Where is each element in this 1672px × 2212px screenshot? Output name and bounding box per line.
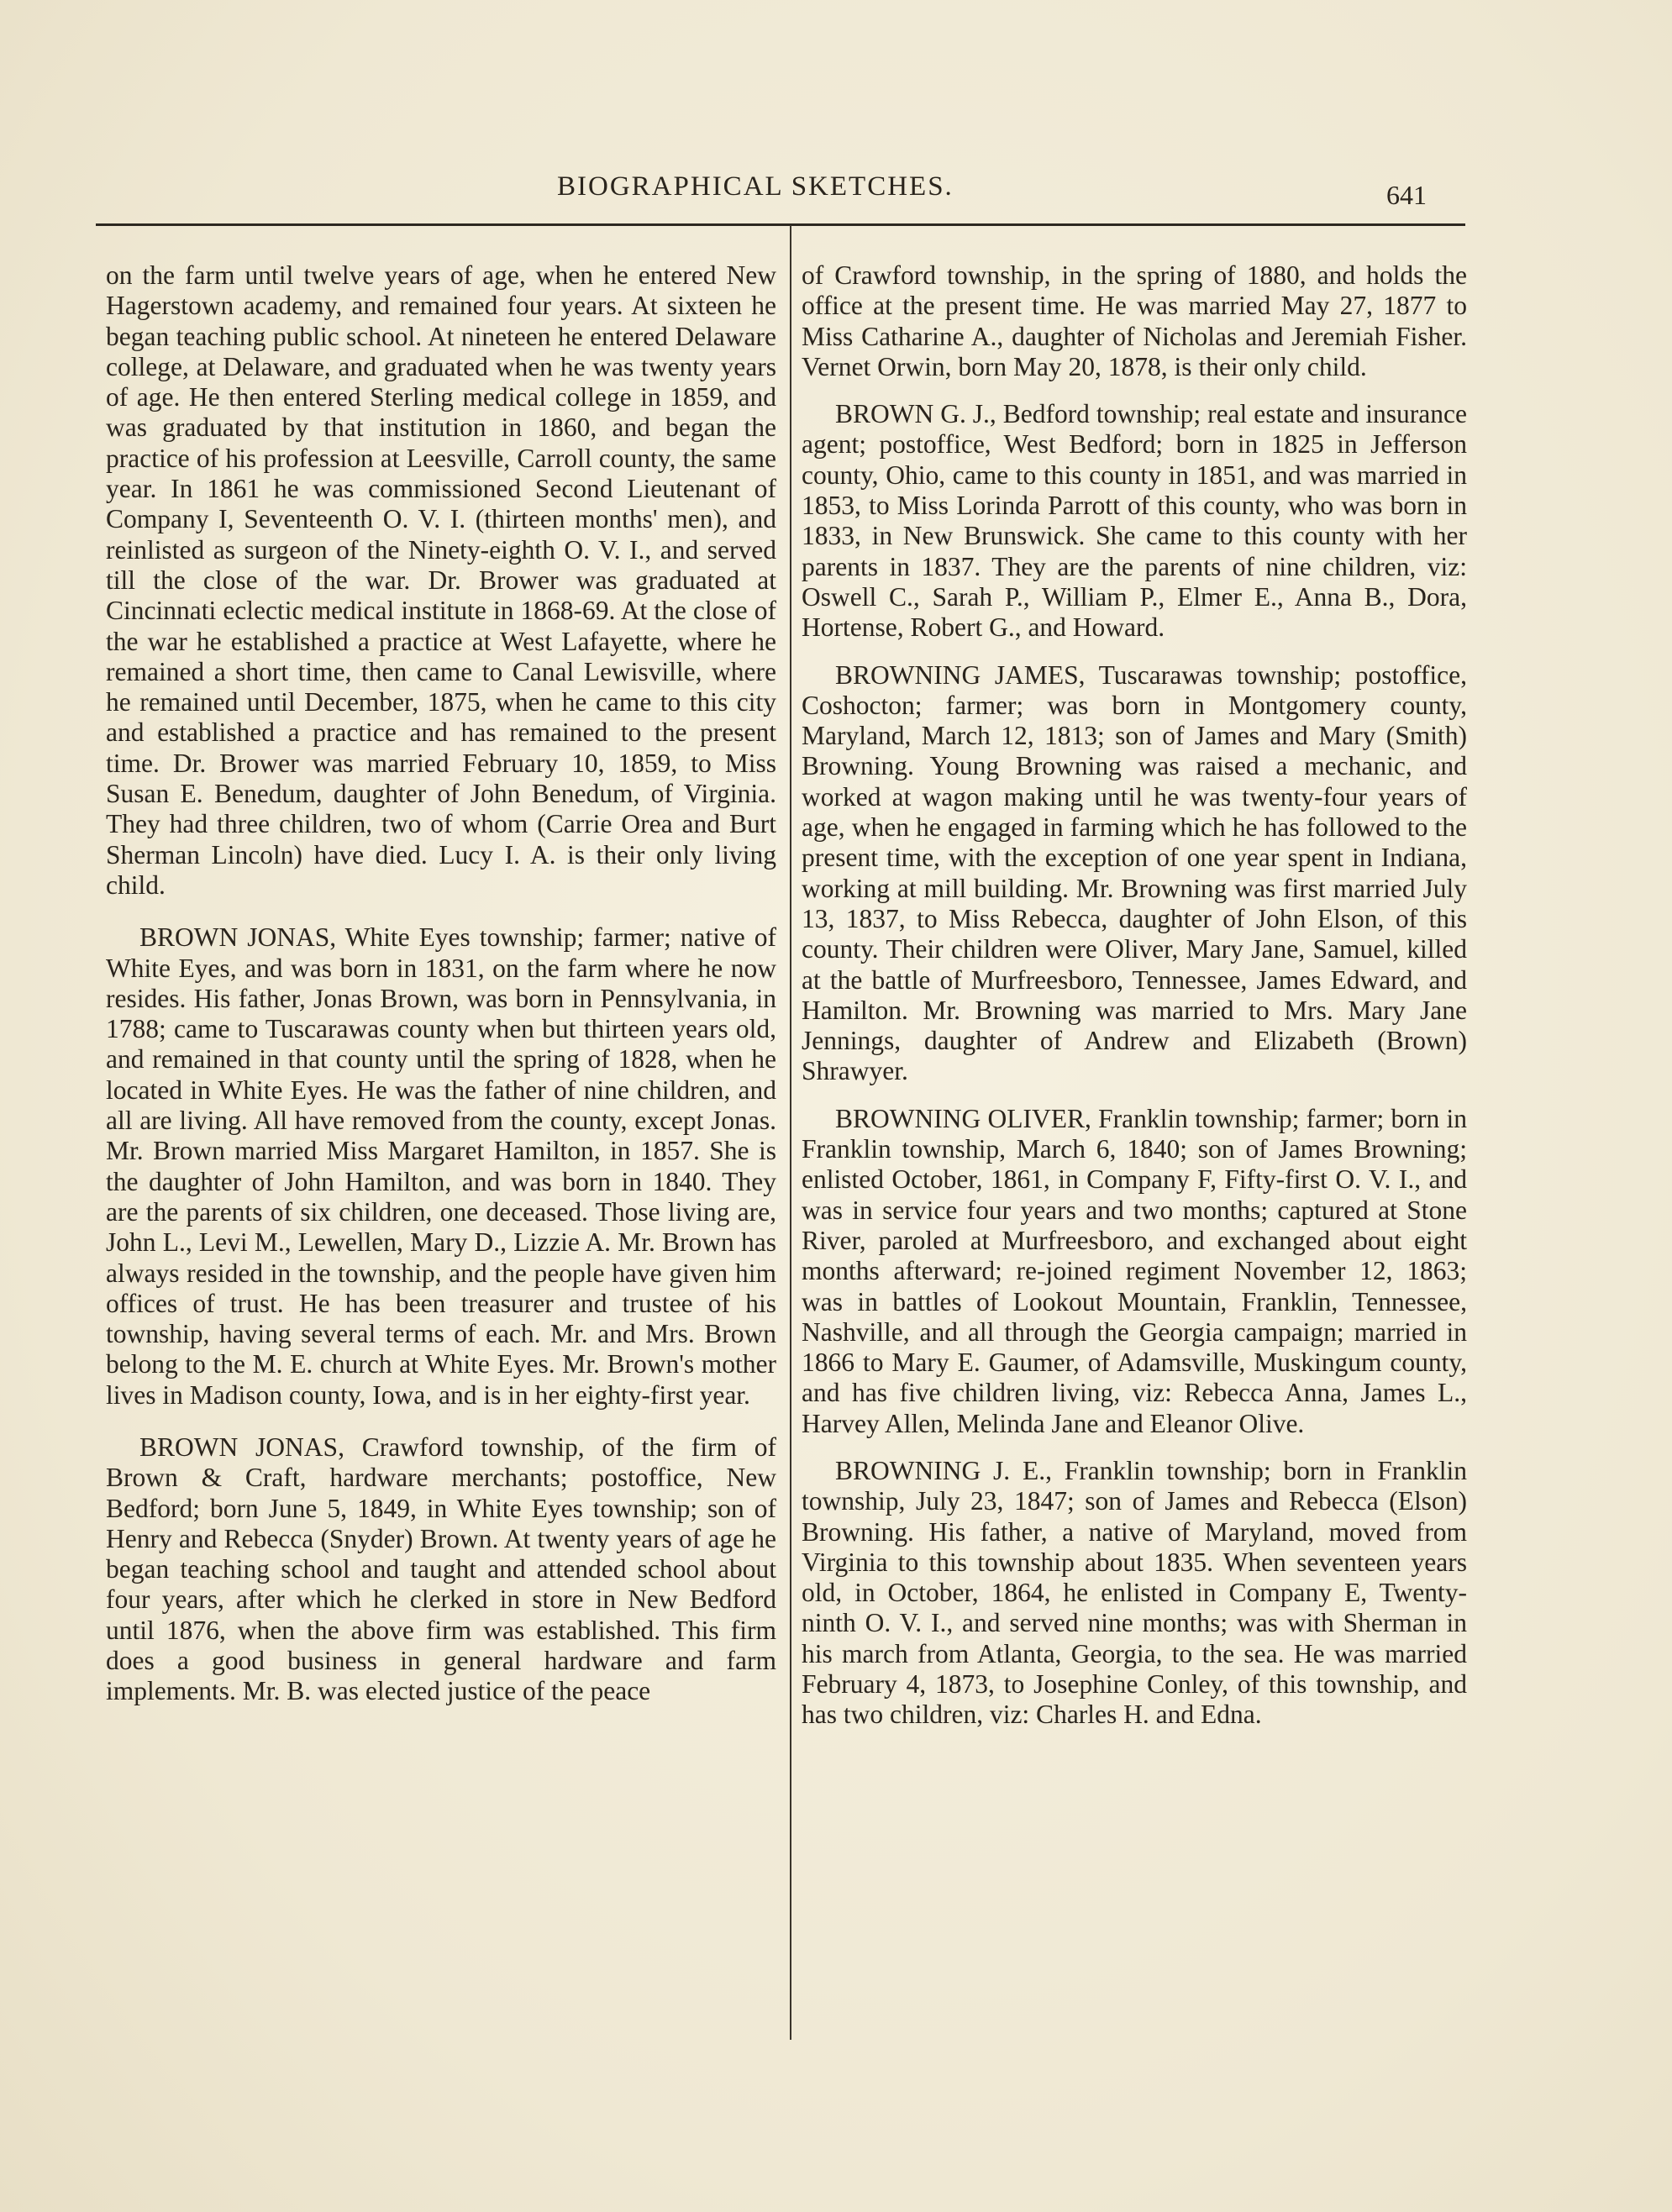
running-title: BIOGRAPHICAL SKETCHES. bbox=[557, 171, 954, 202]
biography-entry-brown-jonas-crawford: BROWN JONAS, Crawford township, of the firm of Brown & Craft, hardware merchants; postoffice, New Bedford; born June 5, 1849, in White Eyes township; son of Henry and Rebecca (Snyder) Brown. At twenty years of age he began teaching school and taught and attended school about four years, after which he clerked in store in New Bedford until 1876, when the above firm was established. This firm does a good business in general hardware and farm implements. Mr. B. was elected justice of the peace bbox=[106, 1432, 776, 1706]
biography-entry-brown-jonas-white-eyes: BROWN JONAS, White Eyes township; farmer; native of White Eyes, and was born in 1831, on the farm where he now resides. His father, Jonas Brown, was born in Pennsylvania, in 1788; came to Tuscarawas county when but thirteen years old, and remained in that county until the spring of 1828, when he located in White Eyes. He was the father of nine children, and all are living. All have removed from the county, except Jonas. Mr. Brown married Miss Margaret Hamilton, in 1857. She is the daughter of John Hamilton, and was born in 1840. They are the parents of six children, one deceased. Those living are, John L., Levi M., Lewellen, Mary D., Lizzie A. Mr. Brown has always resided in the township, and the people have given him offices of trust. He has been treasurer and trustee of his township, having several terms of each. Mr. and Mrs. Brown belong to the M. E. church at White Eyes. Mr. Brown's mother lives in Madison county, Iowa, and is in her eighty-first year. bbox=[106, 922, 776, 1410]
biography-entry-browning-oliver: BROWNING OLIVER, Franklin township; farmer; born in Franklin township, March 6, 1840; son of James Browning; enlisted October, 1861, in Company F, Fifty-first O. V. I., and was in service four years and two months; captured at Stone River, paroled at Murfreesboro, and exchanged about eight months afterward; re-joined regiment November 12, 1863; was in battles of Lookout Mountain, Franklin, Tennessee, Nashville, and all through the Georgia campaign; married in 1866 to Mary E. Gaumer, of Adamsville, Muskingum county, and has five children living, viz: Rebecca Anna, James L., Harvey Allen, Melinda Jane and Eleanor Olive. bbox=[802, 1103, 1467, 1438]
biography-entry-browning-james: BROWNING JAMES, Tuscarawas township; postoffice, Coshocton; farmer; was born in Montgomery county, Maryland, March 12, 1813; son of James and Mary (Smith) Browning. Young Browning was raised a mechanic, and worked at wagon making until he was twenty-four years of age, when he engaged in farming which he has followed to the present time, with the exception of one year spent in Indiana, working at mill building. Mr. Browning was first married July 13, 1837, to Miss Rebecca, daughter of John Elson, of this county. Their children were Oliver, Mary Jane, Samuel, killed at the battle of Murfreesboro, Tennessee, James Edward, and Hamilton. Mr. Browning was married to Mrs. Mary Jane Jennings, daughter of Andrew and Elizabeth (Brown) Shrawyer. bbox=[802, 659, 1467, 1086]
biography-entry-browning-j-e: BROWNING J. E., Franklin township; born in Franklin township, July 23, 1847; son of James and Rebecca (Elson) Browning. His father, a native of Maryland, moved from Virginia to this township about 1835. When seventeen years old, in October, 1864, he enlisted in Company E, Twenty-ninth O. V. I., and served nine months; was with Sherman in his march from Atlanta, Georgia, to the sea. He was married February 4, 1873, to Josephine Conley, of this township, and has two children, viz: Charles H. and Edna. bbox=[802, 1455, 1467, 1730]
continued-paragraph: on the farm until twelve years of age, when he entered New Hagerstown academy, and remained four years. At sixteen he began teaching public school. At nineteen he entered Delaware college, at Delaware, and graduated when he was twenty years of age. He then entered Sterling medical college in 1859, and was graduated by that institution in 1860, and began the practice of his profession at Leesville, Carroll county, the same year. In 1861 he was commissioned Second Lieutenant of Company I, Seventeenth O. V. I. (thirteen months' men), and reinlisted as surgeon of the Ninety-eighth O. V. I., and served till the close of the war. Dr. Brower was graduated at Cincinnati eclectic medical institute in 1868-69. At the close of the war he established a practice at West Lafayette, where he remained a short time, then came to Canal Lewisville, where he remained until December, 1875, when he came to this city and established a practice and has remained to the present time. Dr. Brower was married February 10, 1859, to Miss Susan E. Benedum, daughter of John Benedum, of Virginia. They had three children, two of whom (Carrie Orea and Burt Sherman Lincoln) have died. Lucy I. A. is their only living child. bbox=[106, 260, 776, 900]
page-number: 641 bbox=[1386, 180, 1427, 210]
continued-paragraph: of Crawford township, in the spring of 1880, and holds the office at the present time. He was married May 27, 1877 to Miss Catharine A., daughter of Nicholas and Jeremiah Fisher. Vernet Orwin, born May 20, 1878, is their only child. bbox=[802, 260, 1467, 381]
biography-entry-brown-g-j: BROWN G. J., Bedford township; real estate and insurance agent; postoffice, West Bedford; born in 1825 in Jefferson county, Ohio, came to this county in 1851, and was married in 1853, to Miss Lorinda Parrott of this county, who was born in 1833, in New Brunswick. She came to this county with her parents in 1837. They are the parents of nine children, viz: Oswell C., Sarah P., William P., Elmer E., Anna B., Dora, Hortense, Robert G., and Howard. bbox=[802, 399, 1467, 643]
right-column bbox=[802, 260, 1467, 1731]
header-rule bbox=[96, 223, 1465, 226]
column-divider bbox=[790, 225, 791, 2040]
left-column bbox=[106, 260, 776, 1707]
